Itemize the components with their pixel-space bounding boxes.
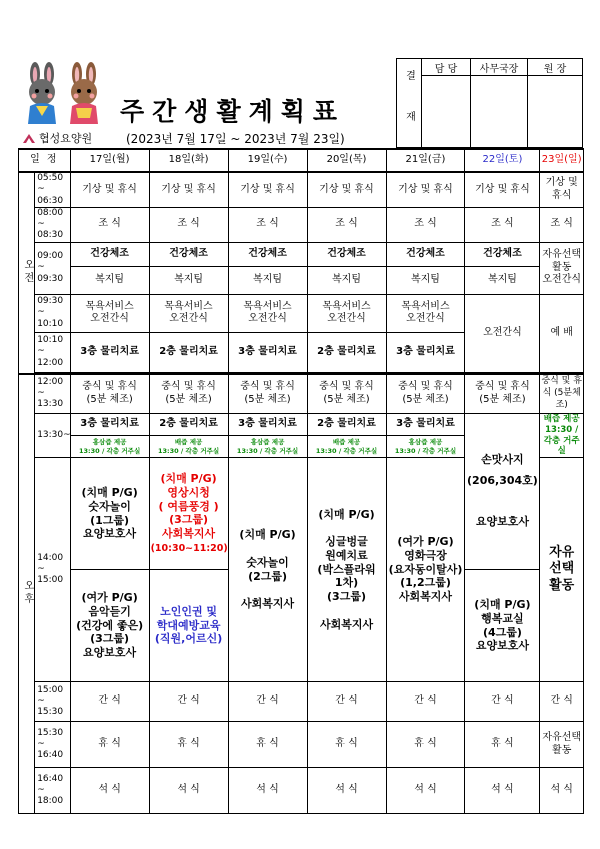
schedule-cell: 석 식	[228, 768, 307, 814]
schedule-cell: 조 식	[465, 207, 540, 242]
schedule-cell: 복지팀	[228, 266, 307, 294]
day-header: 20일(목)	[307, 149, 386, 172]
schedule-cell: 복지팀	[386, 266, 465, 294]
day-header-saturday: 22일(토)	[465, 149, 540, 172]
schedule-cell: 조 식	[307, 207, 386, 242]
schedule-cell: 기상 및 휴식	[386, 172, 465, 207]
schedule-cell: 기상 및 휴식	[149, 172, 228, 207]
schedule-cell: 간 식	[465, 682, 540, 722]
schedule-row	[19, 682, 584, 722]
drink-note: 홍삼즙 제공 13:30 / 각층 거주실	[228, 436, 307, 458]
col-header-schedule: 일 정	[19, 149, 71, 172]
schedule-cell: 3층 물리치료	[70, 332, 149, 372]
schedule-cell: 간 식	[228, 682, 307, 722]
schedule-cell: 건강체조	[307, 242, 386, 266]
monday-program-a: (치매 P/G) 숫자놀이 (1그룹) 요양보호사	[70, 458, 149, 570]
schedule-cell: 중식 및 휴식 (5분 체조)	[307, 374, 386, 414]
day-header-sunday: 23일(일)	[540, 149, 584, 172]
drink-note: 홍삼즙 제공 13:30 / 각층 거주실	[386, 436, 465, 458]
schedule-cell: 3층 물리치료	[228, 332, 307, 372]
schedule-cell: 간 식	[70, 682, 149, 722]
schedule-cell: 조 식	[228, 207, 307, 242]
approval-sign-cell	[422, 76, 471, 148]
schedule-cell: 중식 및 휴식 (5분체조)	[540, 374, 584, 414]
pm-label: 오 후	[19, 374, 35, 814]
schedule-cell: 간 식	[540, 682, 584, 722]
schedule-cell: 자유선택 활동	[540, 722, 584, 768]
schedule-cell: 조 식	[386, 207, 465, 242]
schedule-cell: 기상 및 휴식	[465, 172, 540, 207]
approval-sign-cell	[528, 76, 583, 148]
schedule-row	[19, 768, 584, 814]
drink-note: 배즙 제공 13:30 / 각층 거주실	[149, 436, 228, 458]
schedule-cell: 건강체조	[70, 242, 149, 266]
time-cell: 05:50 ~ 06:30	[35, 172, 70, 207]
schedule-row	[19, 374, 584, 414]
schedule-row	[19, 172, 584, 207]
saturday-program-b: (치매 P/G) 행복교실 (4그룹) 요양보호사	[465, 570, 540, 682]
schedule-cell: 3층 물리치료	[386, 332, 465, 372]
day-header: 21일(금)	[386, 149, 465, 172]
schedule-cell: 복지팀	[149, 266, 228, 294]
schedule-cell: 중식 및 휴식 (5분 체조)	[386, 374, 465, 414]
schedule-cell-sunday-free: 자유선택 활동 오전간식	[540, 242, 584, 294]
schedule-cell: 휴 식	[149, 722, 228, 768]
page-title: 주간생활계획표	[120, 97, 346, 126]
schedule-period: (2023년 7월 17일 ~ 2023년 7월 23일)	[126, 132, 345, 146]
schedule-cell: 간 식	[307, 682, 386, 722]
schedule-cell: 3층 물리치료	[70, 414, 149, 436]
schedule-cell: 중식 및 휴식 (5분 체조)	[465, 374, 540, 414]
schedule-cell: 목욕서비스 오전간식	[70, 294, 149, 332]
sunday-free-activity: 자유 선택 활동	[540, 458, 584, 682]
schedule-row	[19, 207, 584, 242]
time-cell: 15:00 ~ 15:30	[35, 682, 70, 722]
schedule-cell: 석 식	[307, 768, 386, 814]
time-cell: 09:30 ~ 10:10	[35, 294, 70, 332]
schedule-row	[19, 294, 584, 332]
org-name	[22, 130, 92, 146]
time-cell: 08:00 ~ 08:30	[35, 207, 70, 242]
schedule-cell: 석 식	[386, 768, 465, 814]
monday-program-b: (여가 P/G) 음악듣기 (건강에 좋은) (3그룹) 요양보호사	[70, 570, 149, 682]
friday-program: (여가 P/G) 영화극장 (요자동이탈사) (1,2그룹) 사회복지사	[386, 458, 465, 682]
approval-sign-cell	[471, 76, 528, 148]
schedule-cell: 복지팀	[70, 266, 149, 294]
schedule-cell: 석 식	[465, 768, 540, 814]
bunny-mascot-right-icon	[64, 62, 104, 124]
time-cell: 12:00 ~ 13:30	[35, 374, 70, 414]
weekly-schedule-table	[18, 148, 584, 814]
schedule-row	[19, 414, 584, 436]
time-cell: 10:10 ~ 12:00	[35, 332, 70, 372]
schedule-cell: 복지팀	[307, 266, 386, 294]
schedule-cell: 건강체조	[465, 242, 540, 266]
saturday-massage-cell: 손맛사지 (206,304호) 요양보호사	[465, 414, 540, 570]
time-cell: 15:30 ~ 16:40	[35, 722, 70, 768]
time-cell: 09:00 ~ 09:30	[35, 242, 70, 294]
schedule-cell: 오전간식	[465, 294, 540, 372]
schedule-cell: 휴 식	[307, 722, 386, 768]
org-label: 협성요양원	[39, 132, 93, 145]
schedule-cell: 복지팀	[465, 266, 540, 294]
day-header: 19일(수)	[228, 149, 307, 172]
schedule-cell: 목욕서비스 오전간식	[307, 294, 386, 332]
schedule-cell: 2층 물리치료	[149, 332, 228, 372]
schedule-cell: 중식 및 휴식 (5분 체조)	[70, 374, 149, 414]
schedule-cell: 석 식	[70, 768, 149, 814]
wednesday-program: (치매 P/G) 숫자놀이 (2그룹) 사회복지사	[228, 458, 307, 682]
schedule-cell: 3층 물리치료	[228, 414, 307, 436]
schedule-cell: 석 식	[540, 768, 584, 814]
org-logo-icon	[22, 133, 36, 144]
schedule-cell: 건강체조	[228, 242, 307, 266]
drink-note: 배즙 제공 13:30 / 각층 거주실	[307, 436, 386, 458]
sunday-drink-note: 배즙 제공 13:30 / 각층 거주실	[540, 414, 584, 458]
time-cell: 14:00 ~ 15:00	[35, 458, 70, 682]
day-header: 18일(화)	[149, 149, 228, 172]
schedule-row	[19, 722, 584, 768]
approval-box	[396, 58, 583, 148]
schedule-cell: 목욕서비스 오전간식	[228, 294, 307, 332]
schedule-cell: 조 식	[149, 207, 228, 242]
schedule-cell: 건강체조	[149, 242, 228, 266]
approval-role: 사무국장	[471, 59, 528, 76]
header-row	[19, 149, 584, 172]
time-cell: 16:40 ~ 18:00	[35, 768, 70, 814]
am-label: 오 전	[19, 172, 35, 374]
schedule-cell: 기상 및 휴식	[70, 172, 149, 207]
schedule-cell: 중식 및 휴식 (5분 체조)	[228, 374, 307, 414]
schedule-cell: 기상 및 휴식	[228, 172, 307, 207]
schedule-cell: 휴 식	[465, 722, 540, 768]
schedule-row	[19, 266, 584, 294]
schedule-cell: 휴 식	[70, 722, 149, 768]
schedule-cell: 조 식	[70, 207, 149, 242]
time-cell: 13:30~	[35, 414, 70, 458]
schedule-cell: 건강체조	[386, 242, 465, 266]
schedule-cell: 2층 물리치료	[149, 414, 228, 436]
schedule-cell: 2층 물리치료	[307, 332, 386, 372]
schedule-cell: 목욕서비스 오전간식	[149, 294, 228, 332]
bunny-mascot-left-icon	[22, 62, 62, 124]
schedule-cell: 석 식	[149, 768, 228, 814]
drink-note: 홍삼즙 제공 13:30 / 각층 거주실	[70, 436, 149, 458]
approval-role: 담 당	[422, 59, 471, 76]
schedule-cell: 조 식	[540, 207, 584, 242]
schedule-cell: 휴 식	[228, 722, 307, 768]
day-header: 17일(월)	[70, 149, 149, 172]
schedule-cell-sunday-worship: 예 배	[540, 294, 584, 372]
schedule-cell: 중식 및 휴식 (5분 체조)	[149, 374, 228, 414]
schedule-cell: 2층 물리치료	[307, 414, 386, 436]
approval-role: 원 장	[528, 59, 583, 76]
schedule-cell: 간 식	[149, 682, 228, 722]
schedule-cell: 기상 및 휴식	[540, 172, 584, 207]
schedule-row	[19, 242, 584, 266]
schedule-cell: 3층 물리치료	[386, 414, 465, 436]
thursday-program: (치매 P/G) 싱글벙글 원예치료 (박스플라워 1차) (3그룹) 사회복지사	[307, 458, 386, 682]
schedule-cell: 목욕서비스 오전간식	[386, 294, 465, 332]
tuesday-program-a: (치매 P/G) 영상시청 ( 여름풍경 ) (3그룹) 사회복지사 (10:30~11:20)	[149, 458, 228, 570]
schedule-cell: 간 식	[386, 682, 465, 722]
schedule-cell: 휴 식	[386, 722, 465, 768]
approval-label: 결 재	[397, 59, 422, 148]
schedule-cell: 기상 및 휴식	[307, 172, 386, 207]
tuesday-program-b: 노인인권 및 학대예방교육 (직원,어르신)	[149, 570, 228, 682]
